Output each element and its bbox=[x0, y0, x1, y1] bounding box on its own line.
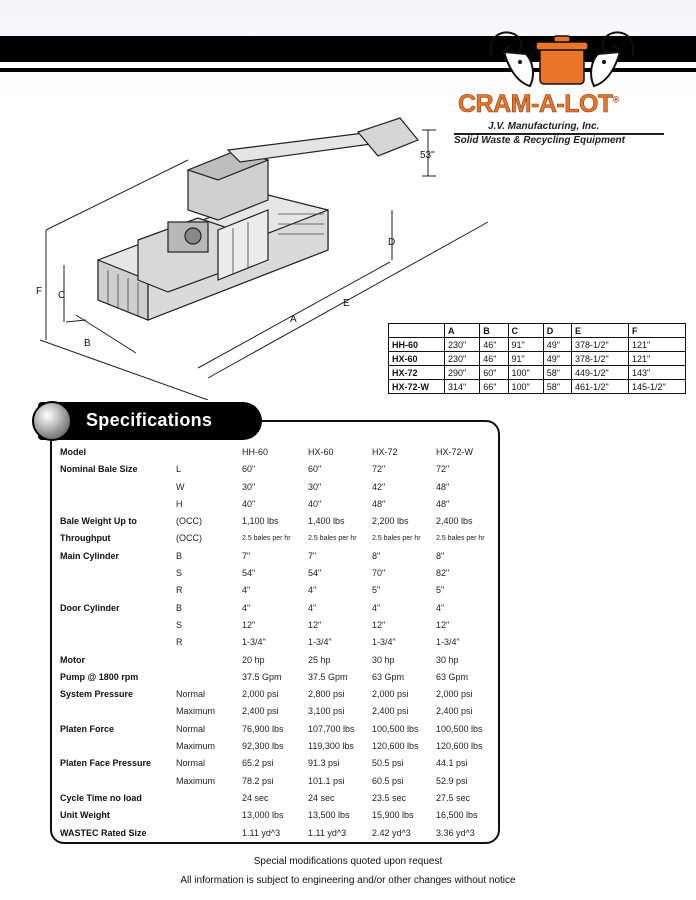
dimension-header-cell: D bbox=[543, 324, 571, 338]
spec-value: 24 sec bbox=[308, 792, 335, 803]
spec-row bbox=[60, 461, 496, 478]
spec-label: Bale Weight Up to bbox=[60, 516, 137, 527]
spec-value: 7" bbox=[308, 550, 317, 561]
spec-label: Platen Force bbox=[60, 723, 115, 734]
spec-sublabel: Maximum bbox=[176, 706, 216, 717]
spec-sublabel: H bbox=[176, 498, 183, 509]
spec-row bbox=[60, 600, 496, 617]
spec-sublabel: (OCC) bbox=[176, 533, 202, 544]
spec-sublabel: R bbox=[176, 585, 183, 596]
dimension-value-cell: 449-1/2" bbox=[572, 366, 629, 380]
spec-value: 30" bbox=[242, 481, 256, 492]
spec-value: 13,500 lbs bbox=[308, 810, 350, 821]
dimension-value-cell: 100" bbox=[508, 366, 543, 380]
spec-value: 82" bbox=[436, 568, 450, 579]
spec-label: Cycle Time no load bbox=[60, 792, 142, 803]
spec-value: 2,000 psi bbox=[436, 689, 473, 700]
ram-mascot-icon bbox=[482, 26, 642, 92]
spec-value: HH-60 bbox=[242, 447, 269, 457]
dimension-value-cell: 58" bbox=[543, 366, 571, 380]
spec-row bbox=[60, 738, 496, 755]
spec-row bbox=[60, 444, 496, 461]
spec-label: Main Cylinder bbox=[60, 550, 120, 561]
spec-value: 2,200 lbs bbox=[372, 516, 409, 527]
dimension-value-cell: 145-1/2" bbox=[628, 380, 685, 394]
spec-sublabel: Normal bbox=[176, 758, 206, 769]
spec-row bbox=[60, 513, 496, 530]
spec-value: 4" bbox=[308, 602, 317, 613]
spec-value: 92,300 lbs bbox=[242, 741, 284, 752]
spec-value: 52.9 psi bbox=[436, 775, 468, 786]
dimension-value-cell: 100" bbox=[508, 380, 543, 394]
dimension-value-cell: 49" bbox=[543, 352, 571, 366]
spec-value: 107,700 lbs bbox=[308, 723, 355, 734]
dimension-row bbox=[389, 380, 686, 394]
spec-sublabel: W bbox=[176, 481, 185, 492]
spec-row bbox=[60, 652, 496, 669]
spec-row bbox=[60, 617, 496, 634]
spec-value: 30 hp bbox=[372, 654, 395, 665]
dimension-row bbox=[389, 352, 686, 366]
spec-label: Unit Weight bbox=[60, 810, 110, 821]
spec-value: 120,600 lbs bbox=[372, 741, 419, 752]
spec-value: 12" bbox=[308, 619, 322, 630]
spec-value: 120,600 lbs bbox=[436, 741, 483, 752]
footer-note-modifications: Special modifications quoted upon request bbox=[253, 856, 443, 867]
spec-row bbox=[60, 703, 496, 720]
spec-value: 78.2 psi bbox=[242, 775, 274, 786]
spec-value: 44.1 psi bbox=[436, 758, 468, 769]
spec-value: 48" bbox=[436, 481, 450, 492]
spec-value: 42" bbox=[372, 481, 386, 492]
spec-value: 1.11 yd^3 bbox=[308, 827, 347, 838]
spec-value: 48" bbox=[436, 498, 450, 509]
spec-value: HX-72 bbox=[372, 447, 398, 457]
spec-value: 76,900 lbs bbox=[242, 723, 284, 734]
spec-label: Platen Face Pressure bbox=[60, 758, 152, 769]
spec-value: 65.2 psi bbox=[242, 758, 274, 769]
dimension-value-cell: 461-1/2" bbox=[572, 380, 629, 394]
dim-label-f: F bbox=[36, 286, 43, 297]
spec-value: 2,400 psi bbox=[372, 706, 409, 717]
spec-value: 2.5 bales per hr bbox=[372, 535, 421, 543]
spec-value: 2.5 bales per hr bbox=[436, 535, 485, 543]
dimension-value-cell: 230" bbox=[445, 352, 480, 366]
spec-value: 60" bbox=[308, 464, 322, 475]
dimension-model-cell: HX-72 bbox=[389, 366, 445, 380]
dimension-model-cell: HX-72-W bbox=[389, 380, 445, 394]
spec-sublabel: Maximum bbox=[176, 775, 216, 786]
brand-tagline: Solid Waste & Recycling Equipment bbox=[454, 135, 625, 146]
dimension-value-cell: 58" bbox=[543, 380, 571, 394]
spec-value: 48" bbox=[372, 498, 386, 509]
spec-value: 30" bbox=[308, 481, 322, 492]
dim-label-a: A bbox=[290, 314, 297, 325]
spec-row bbox=[60, 565, 496, 582]
spec-value: 1-3/4" bbox=[242, 637, 266, 648]
spec-value: 13,000 lbs bbox=[242, 810, 284, 821]
dimension-value-cell: 121" bbox=[628, 352, 685, 366]
dimension-value-cell: 91" bbox=[508, 338, 543, 352]
spec-value: 4" bbox=[372, 602, 381, 613]
spec-value: 101.1 psi bbox=[308, 775, 345, 786]
spec-row bbox=[60, 790, 496, 807]
spec-value: 5" bbox=[372, 585, 381, 596]
spec-value: 1-3/4" bbox=[308, 637, 332, 648]
spec-value: 40" bbox=[308, 498, 322, 509]
spec-label: Nominal Bale Size bbox=[60, 464, 138, 475]
dim-label-e: E bbox=[343, 298, 350, 309]
spec-value: 37.5 Gpm bbox=[308, 671, 348, 682]
spec-value: 37.5 Gpm bbox=[242, 671, 282, 682]
dimension-row bbox=[389, 338, 686, 352]
spec-value: 1-3/4" bbox=[436, 637, 460, 648]
spec-value: 12" bbox=[372, 619, 386, 630]
spec-label: Throughput bbox=[60, 533, 111, 544]
spec-sublabel: Normal bbox=[176, 723, 206, 734]
dimension-value-cell: 46" bbox=[480, 338, 508, 352]
dim-label-b: B bbox=[84, 338, 91, 349]
spec-value: 30 hp bbox=[436, 654, 459, 665]
spec-value: 63 Gpm bbox=[436, 671, 469, 682]
spec-row bbox=[60, 773, 496, 790]
spec-value: 72" bbox=[436, 464, 450, 475]
spec-value: 50.5 psi bbox=[372, 758, 404, 769]
dimension-value-cell: 66" bbox=[480, 380, 508, 394]
spec-row bbox=[60, 479, 496, 496]
spec-value: 3.36 yd^3 bbox=[436, 827, 475, 838]
dim-label-c: C bbox=[58, 290, 66, 301]
spec-value: 119,300 lbs bbox=[308, 741, 354, 752]
spec-row bbox=[60, 530, 496, 547]
spec-label: Door Cylinder bbox=[60, 602, 120, 613]
dimension-value-cell: 60" bbox=[480, 366, 508, 380]
spec-value: 4" bbox=[308, 585, 317, 596]
spec-value: 20 hp bbox=[242, 654, 265, 665]
dimension-value-cell: 314" bbox=[445, 380, 480, 394]
spec-value: 1.11 yd^3 bbox=[242, 827, 281, 838]
spec-row bbox=[60, 825, 496, 842]
spec-label: Motor bbox=[60, 654, 85, 665]
spec-value: 1-3/4" bbox=[372, 637, 396, 648]
spec-value: 91.3 psi bbox=[308, 758, 340, 769]
spec-value: 1,400 lbs bbox=[308, 516, 345, 527]
dim-label-d: D bbox=[388, 237, 396, 248]
spec-row bbox=[60, 807, 496, 824]
spec-label: Pump @ 1800 rpm bbox=[60, 671, 139, 682]
spec-value: 27.5 sec bbox=[436, 792, 471, 803]
dimension-header-cell: C bbox=[508, 324, 543, 338]
spec-value: 12" bbox=[242, 619, 256, 630]
spec-row bbox=[60, 686, 496, 703]
spec-value: 54" bbox=[242, 568, 256, 579]
dimension-value-cell: 143" bbox=[628, 366, 685, 380]
spec-value: 2.5 bales per hr bbox=[308, 535, 357, 543]
orb-icon bbox=[32, 401, 72, 441]
spec-sublabel: B bbox=[176, 550, 183, 561]
spec-value: 25 hp bbox=[308, 654, 331, 665]
spec-row bbox=[60, 548, 496, 565]
spec-value: 100,500 lbs bbox=[436, 723, 483, 734]
spec-value: 2,400 psi bbox=[242, 706, 279, 717]
spec-value: 4" bbox=[436, 602, 445, 613]
dimension-value-cell: 378-1/2" bbox=[572, 338, 629, 352]
spec-value: 60" bbox=[242, 464, 256, 475]
dim-label-53: 53" bbox=[420, 150, 435, 161]
spec-row bbox=[60, 669, 496, 686]
spec-label: System Pressure bbox=[60, 689, 134, 700]
spec-label: Model bbox=[60, 447, 86, 457]
spec-sublabel: (OCC) bbox=[176, 516, 202, 527]
spec-sublabel: R bbox=[176, 637, 183, 648]
dimension-value-cell: 230" bbox=[445, 338, 480, 352]
spec-value: HX-60 bbox=[308, 447, 334, 457]
spec-row bbox=[60, 582, 496, 599]
spec-value: 63 Gpm bbox=[372, 671, 405, 682]
spec-value: 2,400 psi bbox=[436, 706, 473, 717]
spec-value: 23.5 sec bbox=[372, 792, 407, 803]
dimension-model-cell: HX-60 bbox=[389, 352, 445, 366]
spec-row bbox=[60, 721, 496, 738]
dimension-row bbox=[389, 366, 686, 380]
spec-sublabel: Normal bbox=[176, 689, 206, 700]
spec-value: 40" bbox=[242, 498, 256, 509]
dimension-header-cell: E bbox=[572, 324, 629, 338]
dimension-table bbox=[388, 323, 686, 394]
spec-value: 16,500 lbs bbox=[436, 810, 478, 821]
spec-sublabel: L bbox=[176, 464, 182, 475]
specifications-title: Specifications bbox=[86, 410, 213, 430]
spec-value: 72" bbox=[372, 464, 386, 475]
dimension-value-cell: 46" bbox=[480, 352, 508, 366]
spec-value: 4" bbox=[242, 602, 251, 613]
footer-note-disclaimer: All information is subject to engineering and/or other changes without notice bbox=[180, 875, 516, 886]
dimension-model-cell: HH-60 bbox=[389, 338, 445, 352]
spec-value: 2,800 psi bbox=[308, 689, 345, 700]
spec-value: 100,500 lbs bbox=[372, 723, 419, 734]
dimension-header-cell: F bbox=[628, 324, 685, 338]
spec-value: 3,100 psi bbox=[308, 706, 345, 717]
spec-value: 2,000 psi bbox=[372, 689, 409, 700]
spec-value: 15,900 lbs bbox=[372, 810, 414, 821]
dimension-value-cell: 91" bbox=[508, 352, 543, 366]
spec-value: 12" bbox=[436, 619, 450, 630]
spec-sublabel: Maximum bbox=[176, 741, 216, 752]
dimension-value-cell: 121" bbox=[628, 338, 685, 352]
spec-value: 2,000 psi bbox=[242, 689, 279, 700]
spec-row bbox=[60, 755, 496, 772]
brand-name: CRAM-A-LOT® bbox=[458, 90, 619, 118]
spec-row bbox=[60, 634, 496, 651]
spec-value: 24 sec bbox=[242, 792, 269, 803]
spec-sublabel: S bbox=[176, 619, 183, 630]
spec-value: 4" bbox=[242, 585, 251, 596]
spec-value: 5" bbox=[436, 585, 445, 596]
spec-value: 54" bbox=[308, 568, 322, 579]
dimension-header-cell bbox=[389, 324, 445, 338]
spec-value: 70" bbox=[372, 568, 386, 579]
dimension-header-cell: B bbox=[480, 324, 508, 338]
spec-value: 7" bbox=[242, 550, 251, 561]
spec-value: HX-72-W bbox=[436, 447, 474, 457]
spec-value: 1,100 lbs bbox=[242, 516, 279, 527]
spec-value: 8" bbox=[436, 550, 445, 561]
dimension-header-row bbox=[389, 324, 686, 338]
dimension-value-cell: 378-1/2" bbox=[572, 352, 629, 366]
spec-value: 8" bbox=[372, 550, 381, 561]
specifications-rows bbox=[60, 444, 496, 842]
spec-sublabel: B bbox=[176, 602, 183, 613]
dimension-value-cell: 290" bbox=[445, 366, 480, 380]
spec-value: 2.42 yd^3 bbox=[372, 827, 411, 838]
brand-company: J.V. Manufacturing, Inc. bbox=[488, 121, 600, 132]
spec-value: 60.5 psi bbox=[372, 775, 404, 786]
spec-label: WASTEC Rated Size bbox=[60, 827, 147, 838]
dimension-header-cell: A bbox=[445, 324, 480, 338]
spec-value: 2.5 bales per hr bbox=[242, 535, 291, 543]
spec-row bbox=[60, 496, 496, 513]
dimension-value-cell: 49" bbox=[543, 338, 571, 352]
spec-sublabel: S bbox=[176, 568, 183, 579]
spec-value: 2,400 lbs bbox=[436, 516, 473, 527]
